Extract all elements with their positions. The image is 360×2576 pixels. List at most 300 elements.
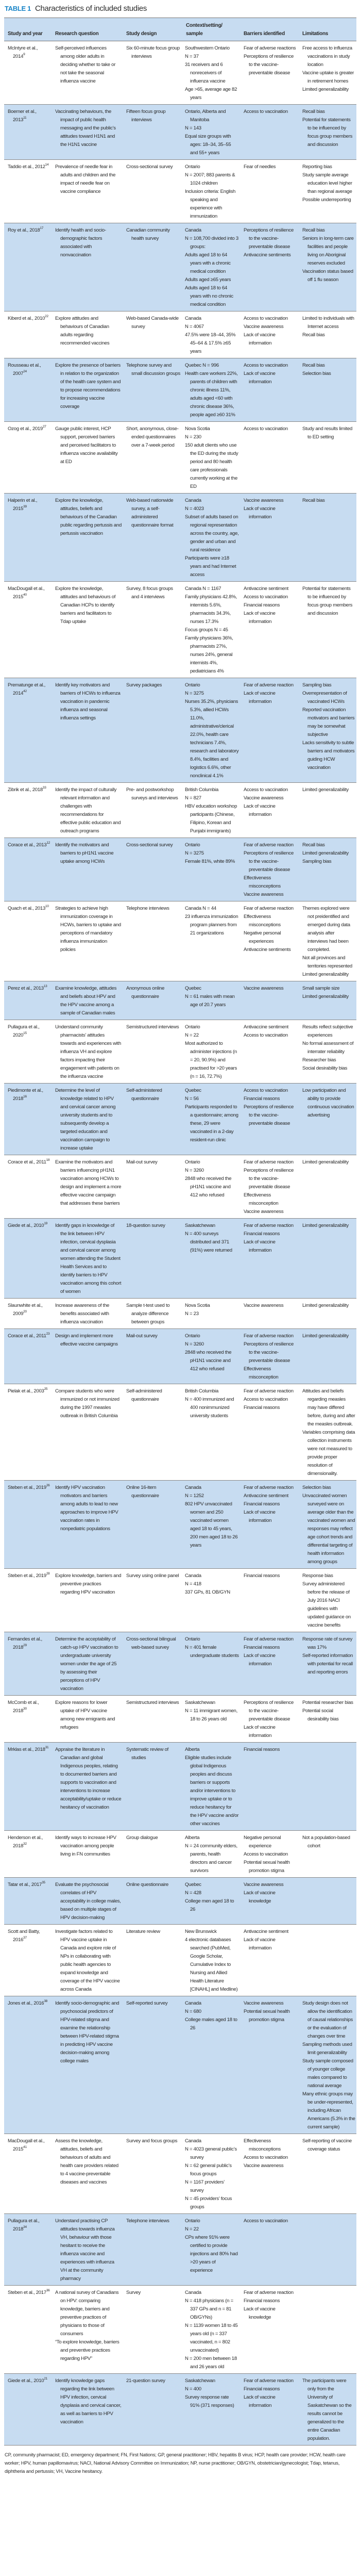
limitations-item: Small sample size [302,986,340,991]
context-item: N = 45 providers’ focus groups [185,2196,232,2210]
cell-study [4,160,52,223]
cell-study-design [123,494,181,582]
cell-limitations [299,1329,356,1384]
table-header-row [4,18,356,41]
cell-study [4,1569,52,1632]
cell-research-question [52,422,123,494]
barriers-item: Fear of adverse reaction [244,1485,294,1490]
limitations-item: Limited generalizability [302,1303,349,1308]
cell-barriers [240,1481,299,1569]
research-question-item: Prevalence of needle fear in adults and children and the impact of needle fear on vaccine compliance [55,164,116,194]
context-item: Most authorized to administer injections (n = 20, 90.9%) and practised for >20 years (n = 16, 72.7%) [185,1041,237,1079]
barriers-item: Fear of adverse reaction [244,2378,294,2384]
context-item: 47.5% were 18–44, 35% 45–64 & 17.5% ≥65 years [185,332,236,354]
cell-study-design [123,2374,181,2446]
header-context: Context/setting/ sample [181,18,240,41]
table-row [4,981,356,1020]
cell-study [4,1329,52,1384]
table-row [4,1996,356,2134]
cell-study [4,2134,52,2214]
table-row [4,41,356,105]
cell-barriers [240,223,299,311]
table-row [4,1878,356,1925]
cell-study [4,2374,52,2446]
limitations-item: Recall bias [302,332,325,338]
table-row [4,783,356,838]
study-design-item: Cross-sectional survey [126,842,173,848]
limitations-item: Variables comprising data collection instruments were not measured to provide proper resolution of dimensionality. [302,1430,355,1476]
cell-limitations [299,494,356,582]
barriers-item: Fear of adverse reaction [244,906,294,911]
barriers-item: Vaccine awareness [244,2163,284,2169]
cell-study-design [123,1299,181,1329]
context-item: Equal size groups with ages: 18–34, 35–55 and 55+ years [185,134,231,156]
study-author-year: Rousseau et al., 2007 [8,363,41,376]
study-design-item: Web-based Canada-wide survey [126,316,179,330]
limitations-item: Study design does not allow the identification of causal relationships or the evaluation of changes over time [302,2000,353,2039]
barriers-item: Access to vaccination [244,2155,288,2160]
cell-barriers [240,1831,299,1878]
research-question-item: Explore knowledge, barriers and preventive practices regarding HPV vaccination [55,1573,122,1595]
cell-study [4,1696,52,1743]
study-author-year: MacDougall et al., 2015 [8,2138,45,2152]
context-item: N = 4067 [185,324,204,330]
study-design-item: Literature review [126,1929,160,1934]
research-question-item: Explore the knowledge, attitudes and behaviours of Canadian HCPs to identify barriers and facilitators to Tdap uptake [55,586,116,625]
barriers-item: Potential sexual health promotion stigma [244,2009,290,2023]
context-item: Canada [185,498,201,503]
context-item: Southwestern Ontario [185,45,230,51]
study-design-item: Group dialogue [126,1835,158,1841]
cell-study-design [123,838,181,901]
cell-context [181,901,240,981]
table-row [4,2134,356,2214]
table-body [4,41,356,2446]
reference-number: 27 [42,425,46,429]
study-author-year: Taddio et al., 2012 [8,164,45,170]
limitations-item: Study sample composed of younger college males compared to national average [302,2058,353,2089]
limitations-item: Sampling bias [302,682,332,688]
context-item: N = 108,700 divided into 3 groups: [185,236,238,250]
cell-research-question [52,2374,123,2446]
barriers-item: Access to vaccination [244,1851,288,1857]
context-item: Alberta [185,1747,200,1752]
cell-barriers [240,678,299,783]
reference-number: 28 [46,1572,50,1576]
limitations-item: Recall bias [302,363,325,368]
table-row [4,1569,356,1632]
cell-limitations [299,223,356,311]
context-item: Quebec N = 996 [185,363,219,368]
barriers-item: Vaccine awareness [244,1303,284,1308]
context-item: Saskatchewan [185,2378,215,2384]
study-citation [8,1834,50,1850]
cell-study [4,41,52,105]
cell-limitations [299,981,356,1020]
study-citation [8,1746,50,1754]
context-item: 150 adult clients who use the ED during the study period and 80 health care professionals currently working at the ED [185,442,238,489]
table-title [0,0,360,18]
header-research-question: Research question [52,18,123,41]
cell-barriers [240,1329,299,1384]
cell-research-question [52,1020,123,1084]
barriers-item: Lack of vaccine information [244,691,276,704]
reference-number: 22 [45,315,48,318]
reference-number: 33 [42,786,46,790]
study-citation [8,1699,50,1715]
barriers-item: Antivaccine sentiment [244,586,289,592]
limitations-item: Overrepresentation of vaccinated HCWs [302,691,347,704]
context-item: N = 2007; 883 parents & 1024 children [185,172,235,186]
cell-context [181,1020,240,1084]
context-item: N = 37 [185,54,199,59]
cell-limitations [299,1569,356,1632]
cell-study [4,358,52,422]
reference-number: 26 [46,1484,50,1487]
table-row [4,311,356,358]
context-item: N = 3275 [185,691,204,696]
research-question-item: Determine the acceptability of catch-up HPV vaccination to undergraduate university women under the age of 25 by assessing their perceptions of HPV vaccination [55,1636,118,1692]
cell-limitations [299,1219,356,1299]
table-label: TABLE 1 [5,5,31,12]
cell-context [181,1878,240,1925]
cell-study-design [123,2286,181,2374]
research-question-item: Identify HPV vaccination motivators and barriers among adults to lead to new approaches to improve HPV vaccination rates in nonpediatric populations [55,1485,118,1532]
limitations-item: Reported vaccination motivators and barriers may be somewhat subjective [302,707,355,737]
cell-barriers [240,1384,299,1481]
cell-context [181,678,240,783]
barriers-item: Perceptions of resilience to the vaccine-preventable disease [244,1104,294,1126]
context-item: Family physicians 42.8%, internists 5.6%, pharmacists 34.3%, nurses 17.3% [185,594,237,625]
barriers-item: Fear of adverse reaction [244,682,294,688]
study-citation [8,585,50,601]
cell-study [4,1155,52,1219]
context-item: N = 56 [185,1096,199,1102]
study-design-item: Telephone survey and small discussion groups [126,363,180,376]
cell-study-design [123,582,181,678]
cell-barriers [240,1632,299,1696]
limitations-item: Possible underreporting [302,197,351,203]
cell-study-design [123,1084,181,1155]
context-item: Female 81%, white 89% [185,859,235,864]
barriers-item: Negative personal experiences [244,930,281,944]
context-item: N = 4023 [185,506,204,512]
cell-barriers [240,41,299,105]
barriers-item: Perceptions of resilience to the vaccine-preventable disease [244,850,294,873]
context-item: N = 62 general public’s focus groups [185,2163,232,2177]
limitations-item: Many ethnic groups may be under-represented, including African Americans (5.3% in the current sample) [302,2091,355,2130]
context-item: Focus groups N = 45 [185,627,228,633]
cell-barriers [240,2214,299,2286]
cell-study-design [123,160,181,223]
barriers-item: Perceptions of resilience to the vaccine-preventable disease [244,1341,294,1364]
study-citation [8,315,50,323]
header-barriers: Barriers identified [240,18,299,41]
cell-research-question [52,41,123,105]
limitations-item: Reporting bias [302,164,332,170]
context-item: Ontario, Alberta and Manitoba [185,109,226,123]
context-item: Ontario [185,1636,200,1642]
cell-context [181,981,240,1020]
cell-context [181,41,240,105]
context-item: N = 418 physicians (n = 337 GPs and n = 81 OB/GYNs) [185,2298,233,2320]
cell-limitations [299,1996,356,2134]
limitations-item: Low participation and ability to provide continuous vaccination advertising [302,1088,354,1118]
barriers-item: Financial reasons [244,2298,280,2304]
header-study-year: Study and year [4,18,52,41]
context-item: Canada [185,2138,201,2144]
cell-research-question [52,1925,123,1996]
barriers-item: Lack of vaccine information [244,371,276,385]
barriers-item: Access to vaccination [244,316,288,321]
barriers-item: Access to vaccination [244,594,288,600]
reference-number: 23 [46,1332,50,1336]
reference-number: 19 [44,1222,47,1225]
context-item: N = 22 [185,1032,199,1038]
cell-context [181,422,240,494]
reference-number: 15 [23,1031,27,1035]
study-author-year: Ozog et al., 2019 [8,426,43,432]
cell-study-design [123,1632,181,1696]
study-design-item: Anonymous online questionnaire [126,986,165,999]
limitations-item: Themes explored were not preidentified and emerged during data analysis after interviews had been completed. [302,906,350,953]
cell-context [181,1569,240,1632]
cell-study [4,105,52,160]
study-design-item: Survey packages [126,682,162,688]
cell-study-design [123,105,181,160]
cell-study [4,311,52,358]
context-item: Participants were ≥18 years and had Internet access [185,555,236,578]
limitations-item: Results reflect subjective experiences [302,1024,353,1038]
barriers-item: Financial reasons [244,1231,280,1237]
cell-research-question [52,1384,123,1481]
study-citation [8,786,50,794]
table-row [4,901,356,981]
cell-barriers [240,494,299,582]
barriers-item: Perceptions of resilience to the vaccine-preventable disease [244,1700,294,1722]
cell-limitations [299,678,356,783]
limitations-item: Limited generalizability [302,972,349,977]
table-row [4,1219,356,1299]
study-design-item: Web-based nationwide survey, a self-administered questionnaire format [126,498,174,528]
cell-study [4,582,52,678]
barriers-item: Vaccine awareness [244,2000,284,2006]
reference-number: 40 [23,593,27,597]
limitations-item: Limited to individuals with Internet access [302,316,354,330]
research-question-item: Design and implement more effective vaccine campaigns [55,1333,118,1347]
limitations-item: Free access to influenza vaccinations in study location [302,45,352,68]
study-design-item: Short, anonymous, close-ended questionnaires over a 7-week period [126,426,179,448]
barriers-item: Financial reasons [244,1573,280,1579]
context-item: 2848 who received the pH1N1 vaccine and 412 who refused [185,1350,232,1372]
table-row [4,1155,356,1219]
cell-study [4,1384,52,1481]
context-item: 337 GPs, 81 OB/GYN [185,1589,230,1595]
limitations-item: Limited generalizability [302,787,349,793]
research-question-item: Examine the motivators and barriers influencing pH1N1 vaccination among HCWs to design and implement a more effective vaccine campaign that addresses these barriers [55,1159,122,1206]
context-item: New Brunswick [185,1929,217,1934]
context-item: N = 400 surveys distributed and 371 (91%) were returned [185,1231,232,1253]
cell-research-question [52,1831,123,1878]
context-item: Survey response rate 91% (371 responses) [185,2394,234,2408]
study-citation [8,425,50,433]
limitations-item: Self-reporting of vaccine coverage status [302,2138,352,2152]
cell-limitations [299,901,356,981]
table-row [4,1084,356,1155]
limitations-item: Self-reported information with potential for recall and reporting errors [302,1653,353,1675]
study-author-year: Steben et al., 2019 [8,1485,46,1490]
cell-research-question [52,105,123,160]
context-item: Ontario [185,1024,200,1030]
research-question-item: “To explore knowledge, barriers and preventive practices regarding HPV” [55,2339,119,2361]
cell-context [181,1219,240,1299]
cell-context [181,1481,240,1569]
reference-number: 35 [42,1881,45,1884]
barriers-item: Lack of vaccine information [244,332,276,346]
study-design-item: Semistructured interviews [126,1700,179,1705]
barriers-item: Lack of vaccine information [244,506,276,520]
cell-research-question [52,1481,123,1569]
context-item: Ontario [185,842,200,848]
study-author-year: Corace et al., 2011 [8,1333,46,1339]
research-question-item: Evaluate the psychosocial correlates of HPV acceptability in college males, based on multiple stages of HPV decision-making [55,1882,121,1921]
barriers-item: Financial reasons [244,602,280,608]
cell-limitations [299,2214,356,2286]
research-question-item: Appraise the literature in Canadian and global Indigenous peoples, relating to documented barriers and supports to vaccination and interventions to increase acceptability/uptake or reduce hesitancy of vaccination [55,1747,122,1810]
context-item: N = 22 [185,2226,199,2232]
context-item: Canada N = 1167 [185,586,221,592]
research-question-item: Identify gaps in knowledge of the link between HPV infection, cervical dysplasia and cervical cancer among women attending the Student Health Services and to identify barriers to HPV vaccination among this cohort of women [55,1223,122,1294]
research-question-item: Investigate factors related to HPV vaccine uptake in Canada and explore role of NPs in collaborating with public health agencies to expand knowledge and coverage of the HPV vaccine across Canada [55,1929,120,1992]
research-question-item: Explore reasons for lower uptake of HPV vaccine among new emigrants and refugees [55,1700,115,1730]
reference-number: 38 [44,1999,47,2003]
context-item: 23 influenza immunization program planners from 21 organizations [185,914,238,936]
cell-limitations [299,41,356,105]
barriers-item: Lack of vaccine information [244,1239,276,1253]
header-study-design: Study design [123,18,181,41]
barriers-item: Effectiveness misconceptions [244,914,281,928]
study-citation [8,1087,50,1103]
cell-context [181,358,240,422]
barriers-item: Effectiveness misconception [244,1192,279,1206]
study-author-year: Slaunwhite et al., 2009 [8,1303,43,1317]
cell-limitations [299,1925,356,1996]
study-author-year: McIntyre et al., 2014 [8,45,38,59]
study-author-year: Boerner et al., 2013 [8,109,37,123]
barriers-item: Vaccine awareness [244,1882,284,1888]
table-row [4,1831,356,1878]
cell-context [181,2134,240,2214]
reference-number: 10 [45,905,49,908]
cell-context [181,311,240,358]
limitations-item: Limited generalizability [302,1333,349,1339]
limitations-item: Seniors in long-term care facilities and people living on Aboriginal reserves excluded [302,236,354,266]
study-citation [8,905,50,913]
cell-research-question [52,1743,123,1831]
study-citation [8,497,50,513]
barriers-item: Lack of vaccine information [244,1725,276,1738]
cell-context [181,1831,240,1878]
cell-context [181,1632,240,1696]
study-author-year: Zibrik et al., 2018 [8,787,43,793]
cell-study [4,494,52,582]
limitations-item: Study and results limited to ED setting [302,426,353,440]
study-author-year: Quach et al., 2013 [8,906,46,911]
cell-limitations [299,160,356,223]
cell-research-question [52,981,123,1020]
barriers-item: Antivaccine sentiments [244,947,291,953]
context-item: Canada [185,227,201,233]
study-citation [8,44,50,61]
context-item: Ontario [185,1159,200,1165]
table-row [4,1632,356,1696]
research-question-item: Determine the level of knowledge related to HPV and cervical cancer among university students and to subsequently develop a targeted education and vaccination campaign to increase uptake [55,1088,116,1151]
research-question-item: Explore the knowledge, attitudes, beliefs and behaviours of the Canadian public regarding pertussis and pertussis vaccination [55,498,122,536]
context-item: N = 200 men between 18 and 26 years old [185,2356,237,2370]
limitations-item: Social desirability bias [302,1065,348,1071]
study-design-item: Canadian community health survey [126,227,170,241]
limitations-item: Potential for statements to be influenced by focus group members and discussion [302,586,353,616]
table-row [4,494,356,582]
barriers-item: Effectiveness misconceptions [244,2138,281,2152]
context-item: N = 230 [185,434,201,440]
barriers-item: Vaccine awareness [244,892,284,897]
context-item: British Columbia [185,787,219,793]
context-item: Nova Scotia [185,1303,210,1308]
reference-number: 18 [46,1158,50,1162]
cell-research-question [52,223,123,311]
cell-study [4,2214,52,2286]
barriers-item: Vaccine awareness [244,498,284,503]
barriers-item: Financial reasons [244,2386,280,2392]
context-item: Canada [185,2000,201,2006]
table-row [4,223,356,311]
barriers-item: Fear of adverse reaction [244,1159,294,1165]
cell-research-question [52,582,123,678]
barriers-item: Antivaccine sentiment [244,1024,289,1030]
limitations-item: Survey administered before the release of July 2016 NACI guidelines with updated guidance on vaccine benefits [302,1581,351,1628]
studies-table [4,18,356,2446]
cell-context [181,1925,240,1996]
cell-context [181,783,240,838]
study-author-year: Mrklas et al., 2018 [8,1747,45,1752]
limitations-item: Response bias [302,1573,333,1579]
study-design-item: Pre- and postworkshop surveys and interviews [126,787,178,801]
context-item: Ontario [185,164,200,170]
study-author-year: Henderson et al., 2018 [8,1835,43,1849]
limitations-item: Sampling bias [302,859,332,864]
cell-limitations [299,838,356,901]
cell-limitations [299,1481,356,1569]
study-citation [8,841,50,849]
barriers-item: Lack of vaccine knowledge [244,2306,276,2320]
table-row [4,2286,356,2374]
context-item: College males aged 18 to 26 [185,2017,237,2031]
limitations-item: Vaccination status based off 1 flu season [302,269,353,283]
research-question-item: Self-perceived influences among older adults in deciding whether to take or not take the seasonal influenza vaccine [55,45,116,84]
limitations-item: Not a population-based cohort [302,1835,350,1849]
study-author-year: Pielak et al., 2003 [8,1388,44,1394]
cell-context [181,582,240,678]
cell-context [181,494,240,582]
table-caption: Characteristics of included studies [35,4,147,13]
cell-barriers [240,1155,299,1219]
study-author-year: Prematunge et al., 2014 [8,682,45,696]
cell-context [181,1743,240,1831]
cell-research-question [52,1996,123,2134]
limitations-item: Vaccine uptake is greater in retirement homes [302,70,354,84]
reference-number: 20 [23,1310,27,1314]
